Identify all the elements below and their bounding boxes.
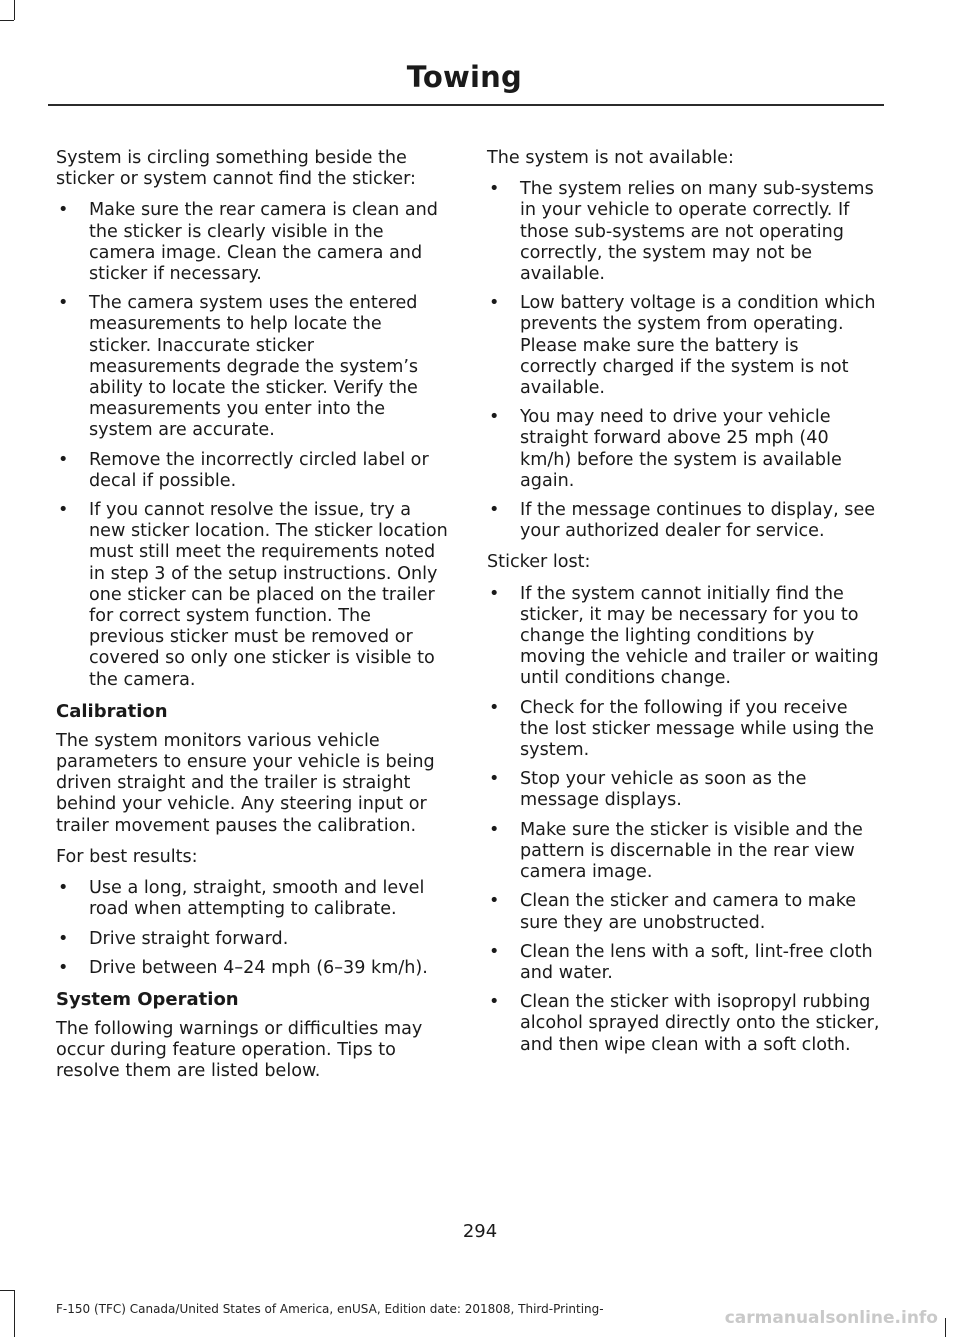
bullet-icon: • <box>58 500 69 521</box>
list-item-text: Drive straight forward. <box>89 928 289 949</box>
crop-mark-bottom-right-v <box>945 1318 946 1337</box>
page-title: Towing <box>406 60 522 94</box>
crop-mark-bottom-left-h <box>0 1290 14 1291</box>
footer-edition-info: F-150 (TFC) Canada/United States of America, enUSA, Edition date: 201808, Third-Printing- <box>56 1302 604 1316</box>
watermark: carmanualsonline.info <box>724 1308 938 1328</box>
list-item-text: Low battery voltage is a condition which prevents the system from operating. Please make sure the battery is correctly charged if the system is not available. <box>520 293 876 399</box>
list-item-text: Use a long, straight, smooth and level road when attempting to calibrate. <box>89 878 425 920</box>
list-item-text: Clean the lens with a soft, lint-free cloth and water. <box>520 941 873 983</box>
bullet-icon: • <box>58 928 69 949</box>
list-item <box>56 500 449 691</box>
list-item <box>487 407 880 492</box>
list-item <box>487 942 880 984</box>
list-item-text: Stop your vehicle as soon as the message displays. <box>520 769 807 811</box>
list-item-text: Clean the sticker and camera to make sure they are unobstructed. <box>520 891 857 933</box>
bullet-icon: • <box>489 697 500 718</box>
list-item <box>56 958 449 979</box>
bullet-icon: • <box>489 179 500 200</box>
bullet-icon: • <box>489 583 500 604</box>
list-item <box>487 500 880 542</box>
list-item <box>487 698 880 762</box>
list-item <box>56 878 449 920</box>
bullet-icon: • <box>489 891 500 912</box>
list-item <box>56 200 449 285</box>
list-item-text: If the system cannot initially find the sticker, it may be necessary for you to change the lighting conditions by moving the vehicle and trailer or waiting until conditions change. <box>520 583 879 689</box>
bullet-icon: • <box>489 941 500 962</box>
header-divider <box>48 104 884 106</box>
calibration-paragraph: The system monitors various vehicle parameters to ensure your vehicle is being driven straight and the trailer is straight behind your vehicle. Any steering input or trailer movement pauses the calibration. <box>56 730 435 836</box>
bullet-icon: • <box>489 769 500 790</box>
calibration-heading: Calibration <box>56 700 168 722</box>
list-item <box>487 179 880 285</box>
bullet-icon: • <box>58 449 69 470</box>
list-item-text: Check for the following if you receive the lost sticker message while using the system. <box>520 697 874 761</box>
list-item <box>56 293 449 441</box>
crop-mark-bottom-left-v <box>14 1290 15 1337</box>
bullet-icon: • <box>489 407 500 428</box>
not-available-list <box>487 179 880 542</box>
bullet-icon: • <box>489 992 500 1013</box>
bullet-icon: • <box>489 819 500 840</box>
left-column <box>56 148 449 1093</box>
bullet-icon: • <box>58 293 69 314</box>
list-item <box>487 820 880 884</box>
page-number: 294 <box>462 1221 498 1242</box>
list-item <box>487 584 880 690</box>
list-item-text: If you cannot resolve the issue, try a new sticker location. The sticker location must still meet the requirements noted in step 3 of the setup instructions. Only one sticker can be placed on the trailer for correct system function. The previous sticker must be removed or covered so only one sticker is visible to the camera. <box>89 500 448 690</box>
list-item-text: Clean the sticker with isopropyl rubbing alcohol sprayed directly onto the sticker, and then wipe clean with a soft cloth. <box>520 992 880 1055</box>
best-results-label: For best results: <box>56 846 198 867</box>
not-available-label: The system is not available: <box>487 148 734 168</box>
list-item <box>56 450 449 492</box>
best-results-list <box>56 878 449 979</box>
bullet-icon: • <box>489 293 500 314</box>
bullet-icon: • <box>58 878 69 899</box>
bullet-icon: • <box>58 200 69 221</box>
list-item-text: If the message continues to display, see your authorized dealer for service. <box>520 500 876 542</box>
list-item <box>487 769 880 811</box>
list-item <box>487 992 880 1056</box>
crop-mark-top-left-h <box>0 20 14 21</box>
intro-bullet-list <box>56 200 449 690</box>
sticker-lost-list <box>487 584 880 1056</box>
intro-paragraph: System is circling something beside the sticker or system cannot find the sticker: <box>56 148 416 190</box>
right-column <box>487 148 880 1066</box>
sticker-lost-label: Sticker lost: <box>487 552 591 573</box>
system-operation-heading: System Operation <box>56 988 239 1010</box>
list-item-text: Make sure the sticker is visible and the pattern is discernable in the rear view camera image. <box>520 819 863 883</box>
list-item-text: Drive between 4–24 mph (6–39 km/h). <box>89 957 428 978</box>
crop-mark-top-left-v <box>14 0 15 20</box>
bullet-icon: • <box>489 500 500 521</box>
list-item <box>487 891 880 933</box>
list-item-text: You may need to drive your vehicle straight forward above 25 mph (40 km/h) before the system is available again. <box>520 407 842 491</box>
system-operation-paragraph: The following warnings or difficulties may occur during feature operation. Tips to resolve them are listed below. <box>56 1018 423 1082</box>
list-item <box>487 293 880 399</box>
list-item-text: Make sure the rear camera is clean and the sticker is clearly visible in the camera image. Clean the camera and sticker if necessary. <box>89 200 438 285</box>
list-item-text: The camera system uses the entered measurements to help locate the sticker. Inaccurate sticker measurements degrade the system’s ability to locate the sticker. Verify the measurements you enter into the system are accurate. <box>89 293 419 441</box>
list-item-text: Remove the incorrectly circled label or decal if possible. <box>89 449 429 491</box>
list-item <box>56 929 449 950</box>
list-item-text: The system relies on many sub-systems in your vehicle to operate correctly. If those sub-systems are not operating correctly, the system may not be available. <box>520 179 874 285</box>
bullet-icon: • <box>58 957 69 978</box>
